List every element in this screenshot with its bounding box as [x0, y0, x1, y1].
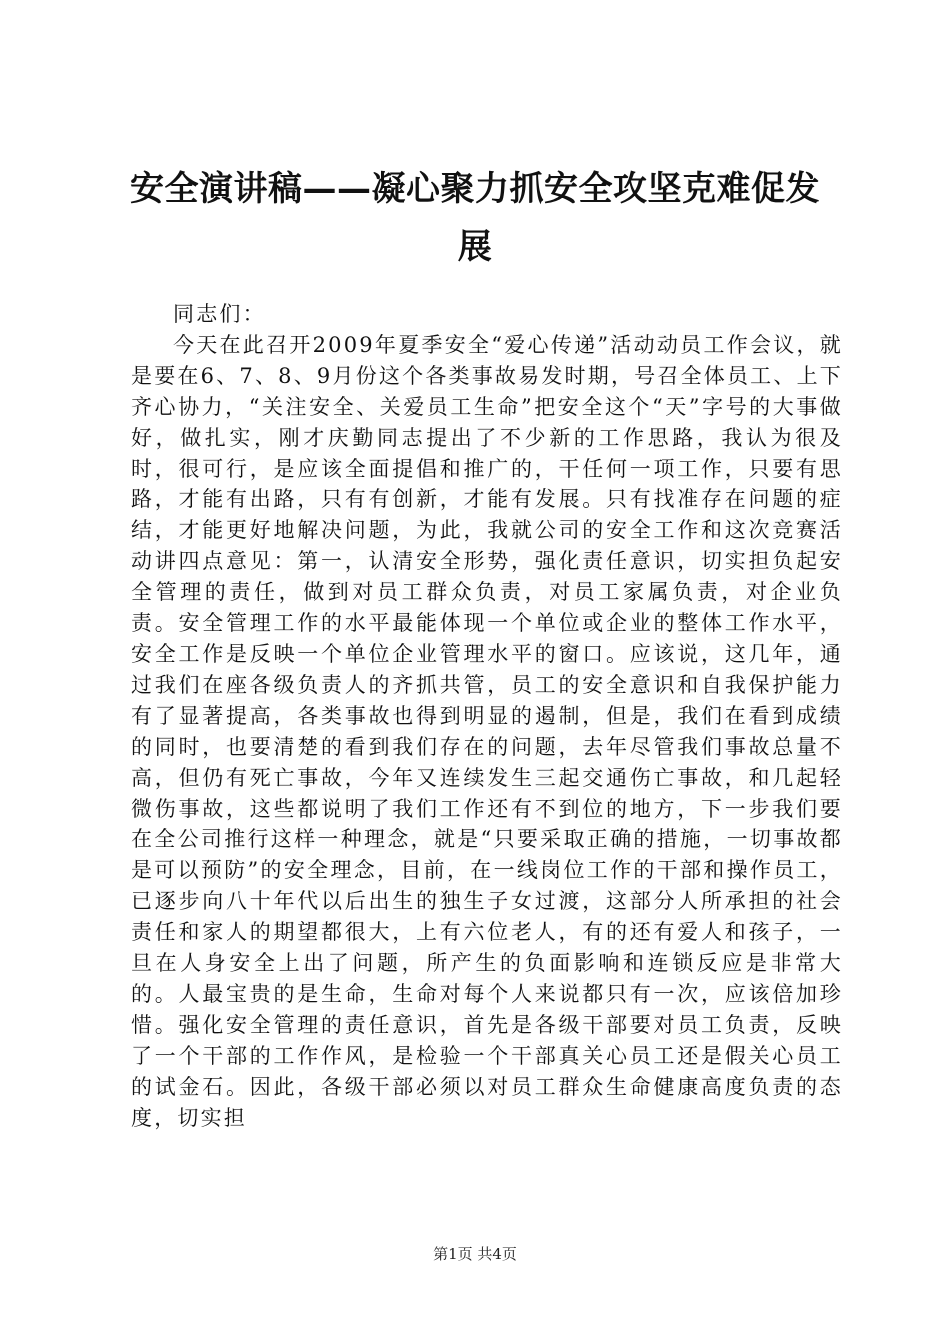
- document-body: [131, 299, 843, 1133]
- document-title: 安全演讲稿——凝心聚力抓安全攻坚克难促发展: [130, 169, 820, 267]
- salutation: 同志们：: [173, 302, 266, 326]
- body-paragraph: 今天在此召开2009年夏季安全“爱心传递”活动动员工作会议，就是要在6、7、8、9月份这个各类事故易发时期，号召全体员工、上下齐心协力，“关注安全、关爱员工生命”把安全这个“天”字号的大事做好，做扎实，刚才庆勤同志提出了不少新的工作思路，我认为很及时，很可行，是应该全面提倡和推广的，干任何一项工作，只要有思路，才能有出路，只有有创新，才能有发展。只有找准存在问题的症结，才能更好地解决问题，为此，我就公司的安全工作和这次竞赛活动讲四点意见：第一，认清安全形势，强化责任意识，切实担负起安全管理的责任，做到对员工群众负责，对员工家属负责，对企业负责。安全管理工作的水平最能体现一个单位或企业的整体工作水平，安全工作是反映一个单位企业管理水平的窗口。应该说，这几年，通过我们在座各级负责人的齐抓共管，员工的安全意识和自我保护能力有了显著提高，各类事故也得到明显的遏制，但是，我们在看到成绩的同时，也要清楚的看到我们存在的问题，去年尽管我们事故总量不高，但仍有死亡事故，今年又连续发生三起交通伤亡事故，和几起轻微伤事故，这些都说明了我们工作还有不到位的地方，下一步我们要在全公司推行这样一种理念，就是“只要采取正确的措施，一切事故都是可以预防”的安全理念，目前，在一线岗位工作的干部和操作员工，已逐步向八十年代以后出生的独生子女过渡，这部分人所承担的社会责任和家人的期望都很大，上有六位老人，有的还有爱人和孩子，一旦在人身安全上出了问题，所产生的负面影响和连锁反应是非常大的。人最宝贵的是生命，生命对每个人来说都只有一次，应该倍加珍惜。强化安全管理的责任意识，首先是各级干部要对员工负责，反映了一个干部的工作作风，是检验一个干部真关心员工还是假关心员工的试金石。因此，各级干部必须以对员工群众生命健康高度负责的态度，切实担: [131, 332, 843, 1130]
- page-footer: 第1页 共4页: [433, 1245, 517, 1263]
